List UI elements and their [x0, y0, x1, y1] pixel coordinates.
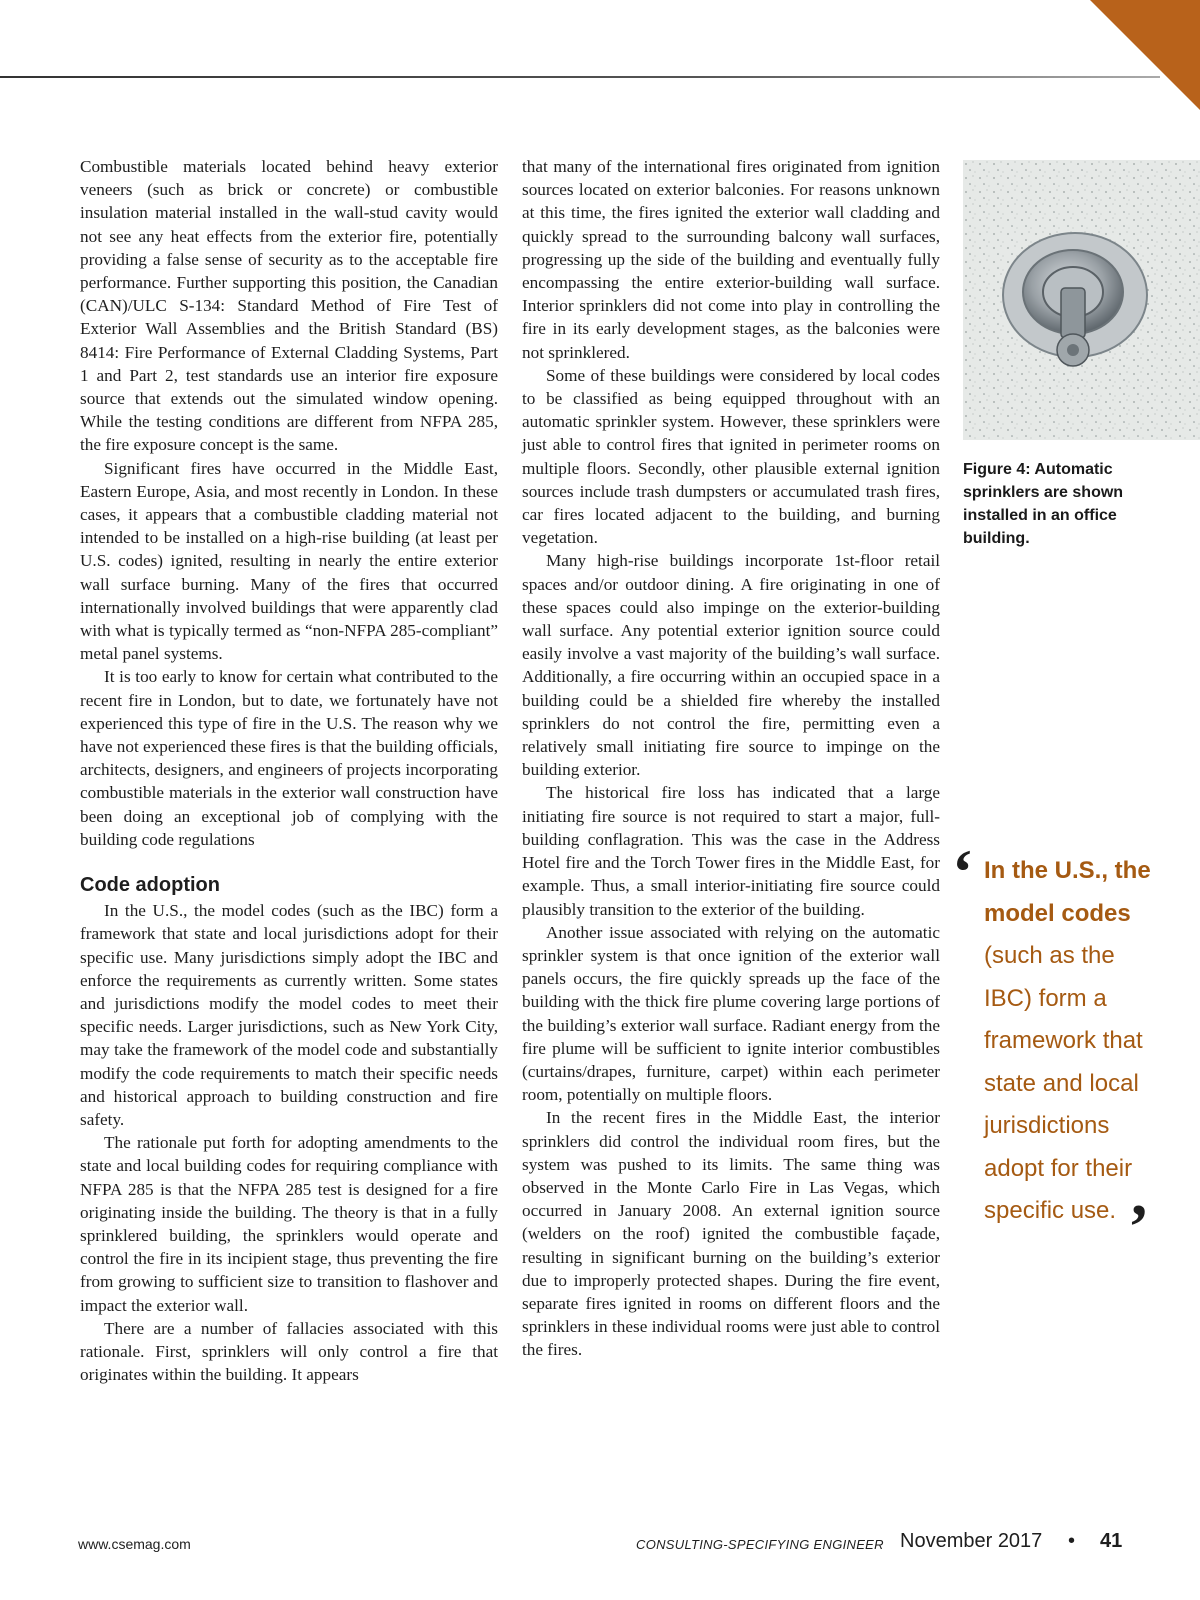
- sprinkler-photo: [963, 160, 1200, 440]
- paragraph: that many of the international fires originated from ignition sources located on exterior balconies. For reasons unknown at this time, the fires ignited the exterior wall cladding and quickly spread to the surrounding balcony wall surfaces, progressing up the side of the building and eventually fully encompassing the entire exterior-building wall surface. Interior sprinklers did not come into play in controlling the fire in its early development stages, as the balconies were not sprinklered.: [522, 157, 940, 362]
- header-rule: [0, 76, 1160, 78]
- open-quote-icon: ‘: [952, 836, 974, 907]
- article-column-left: [80, 155, 498, 1386]
- footer-separator: •: [1068, 1530, 1076, 1552]
- paragraph: In the U.S., the model codes (such as the IBC) form a framework that state and local jurisdictions adopt for their specific use. Many jurisdictions simply adopt the IBC and enforce the requirements as currently written. Some states and jurisdictions modify the model codes to meet their specific needs. Larger jurisdictions, such as New York City, may take the framework of the model code and substantially modify the code requirements to match their specific needs and historical approach to building construction and fire safety.: [80, 901, 498, 1129]
- pull-quote-bold: In the U.S., the model codes: [984, 857, 1151, 927]
- footer-url: www.csemag.com: [78, 1536, 191, 1552]
- pull-quote-text: [958, 850, 1163, 1233]
- figure-caption: Figure 4: Automatic sprinklers are shown installed in an office building.: [963, 461, 1124, 547]
- close-quote-icon: ’: [1128, 1191, 1150, 1262]
- section-heading: Code adoption: [80, 874, 220, 897]
- paragraph: Another issue associated with relying on the automatic sprinkler system is that once ignition of the exterior wall panels occurs, the fire quickly spreads up the face of the building with the thick fire plume covering large portions of the building’s exterior wall surface. Radiant energy from the fire plume will be sufficient to ignite interior combustibles (curtains/drapes, furniture, carpet) within each perimeter room, potentially on multiple floors.: [522, 922, 940, 1105]
- paragraph: Many high-rise buildings incorporate 1st-floor retail spaces and/or outdoor dining. A fire originating in one of these spaces could also impinge on the exterior-building wall surface. Any potential exterior ignition source could easily involve a vast majority of the building’s wall surface. Additionally, a fire occurring within an occupied space in a building could be a shielded fire whereby the installed sprinklers do not control the fire, permitting even a relatively small initiating fire source to impinge on the building exterior.: [522, 551, 940, 780]
- paragraph: The historical fire loss has indicated that a large initiating fire source is not required to start a major, full-building conflagration. This was the case in the Address Hotel fire and the Torch Tower fires in the Middle East, for example. Thus, a small interior-initiating fire source could plausibly transition to the exterior of the building.: [522, 783, 940, 919]
- page-number: 41: [1100, 1530, 1123, 1552]
- paragraph: Some of these buildings were considered by local codes to be classified as being equipped throughout with an automatic sprinkler system. However, these sprinklers were just able to control fires that ignited in perimeter rooms on multiple floors. Secondly, other plausible external ignition sources include trash dumpsters or accumulated trash fires, car fires located adjacent to the building, and burning vegetation.: [522, 365, 940, 548]
- paragraph: There are a number of fallacies associated with this rationale. First, sprinklers will only control a fire that originates within the building. It appears: [80, 1318, 498, 1385]
- paragraph: Significant fires have occurred in the Middle East, Eastern Europe, Asia, and most recently in London. In these cases, it appears that a combustible cladding material not intended to be installed on a high-rise building (at least per U.S. codes) ignited, resulting in nearly the entire exterior wall surface burning. Many of the fires that occurred internationally involved buildings that were apparently clad with what is typically termed as “non-NFPA 285-compliant” metal panel systems.: [80, 458, 498, 664]
- corner-accent: [1090, 0, 1200, 110]
- page-footer: [0, 1530, 1200, 1560]
- paragraph: The rationale put forth for adopting amendments to the state and local building codes for requiring compliance with NFPA 285 is that the NFPA 285 test is designed for a fire originating inside the building. The theory is that in a fully sprinklered building, the sprinklers would operate and control the fire in its incipient stage, thus preventing the fire from growing to sufficient size to transition to flashover and impact the exterior wall.: [80, 1133, 498, 1315]
- footer-date: November 2017: [900, 1530, 1043, 1552]
- paragraph: Combustible materials located behind heavy exterior veneers (such as brick or concrete) or combustible insulation material installed in the wall-stud cavity would not see any heat effects from the exterior fire, potentially providing a false sense of security as to the acceptable fire performance. Further supporting this position, the Canadian (CAN)/ULC S-134: Standard Method of Fire Test of Exterior Wall Assemblies and the British Standard (BS) 8414: Fire Performance of External Cladding Systems, Part 1 and Part 2, test standards use an interior fire exposure source that extends out the simulated window opening. While the testing conditions are different from NFPA 285, the fire exposure concept is the same.: [80, 157, 498, 455]
- footer-magazine: CONSULTING-SPECIFYING ENGINEER: [636, 1537, 884, 1552]
- pull-quote: [952, 836, 1163, 1262]
- article-column-middle: [522, 155, 940, 1362]
- paragraph: In the recent fires in the Middle East, the interior sprinklers did control the individual room fires, but the system was pushed to its limits. The same thing was observed in the Monte Carlo Fire in Las Vegas, which occurred in January 2008. An external ignition source (welders on the roof) ignited the combustible façade, resulting in significant burning on the building’s exterior due to improperly protected shapes. During the fire event, separate fires ignited in rooms on different floors and the sprinklers in these individual rooms were just able to control the fires.: [522, 1108, 940, 1360]
- pull-quote-rest: (such as the IBC) form a framework that state and local jurisdictions adopt for their specific use.: [984, 942, 1143, 1224]
- paragraph: It is too early to know for certain what contributed to the recent fire in London, but to date, we fortunately have not experienced this type of fire in the U.S. The reason why we have not experienced these fires is that the building officials, architects, designers, and engineers of projects incorporating combustible materials in the exterior wall construction have been doing an exceptional job of complying with the building code regulations: [80, 667, 498, 849]
